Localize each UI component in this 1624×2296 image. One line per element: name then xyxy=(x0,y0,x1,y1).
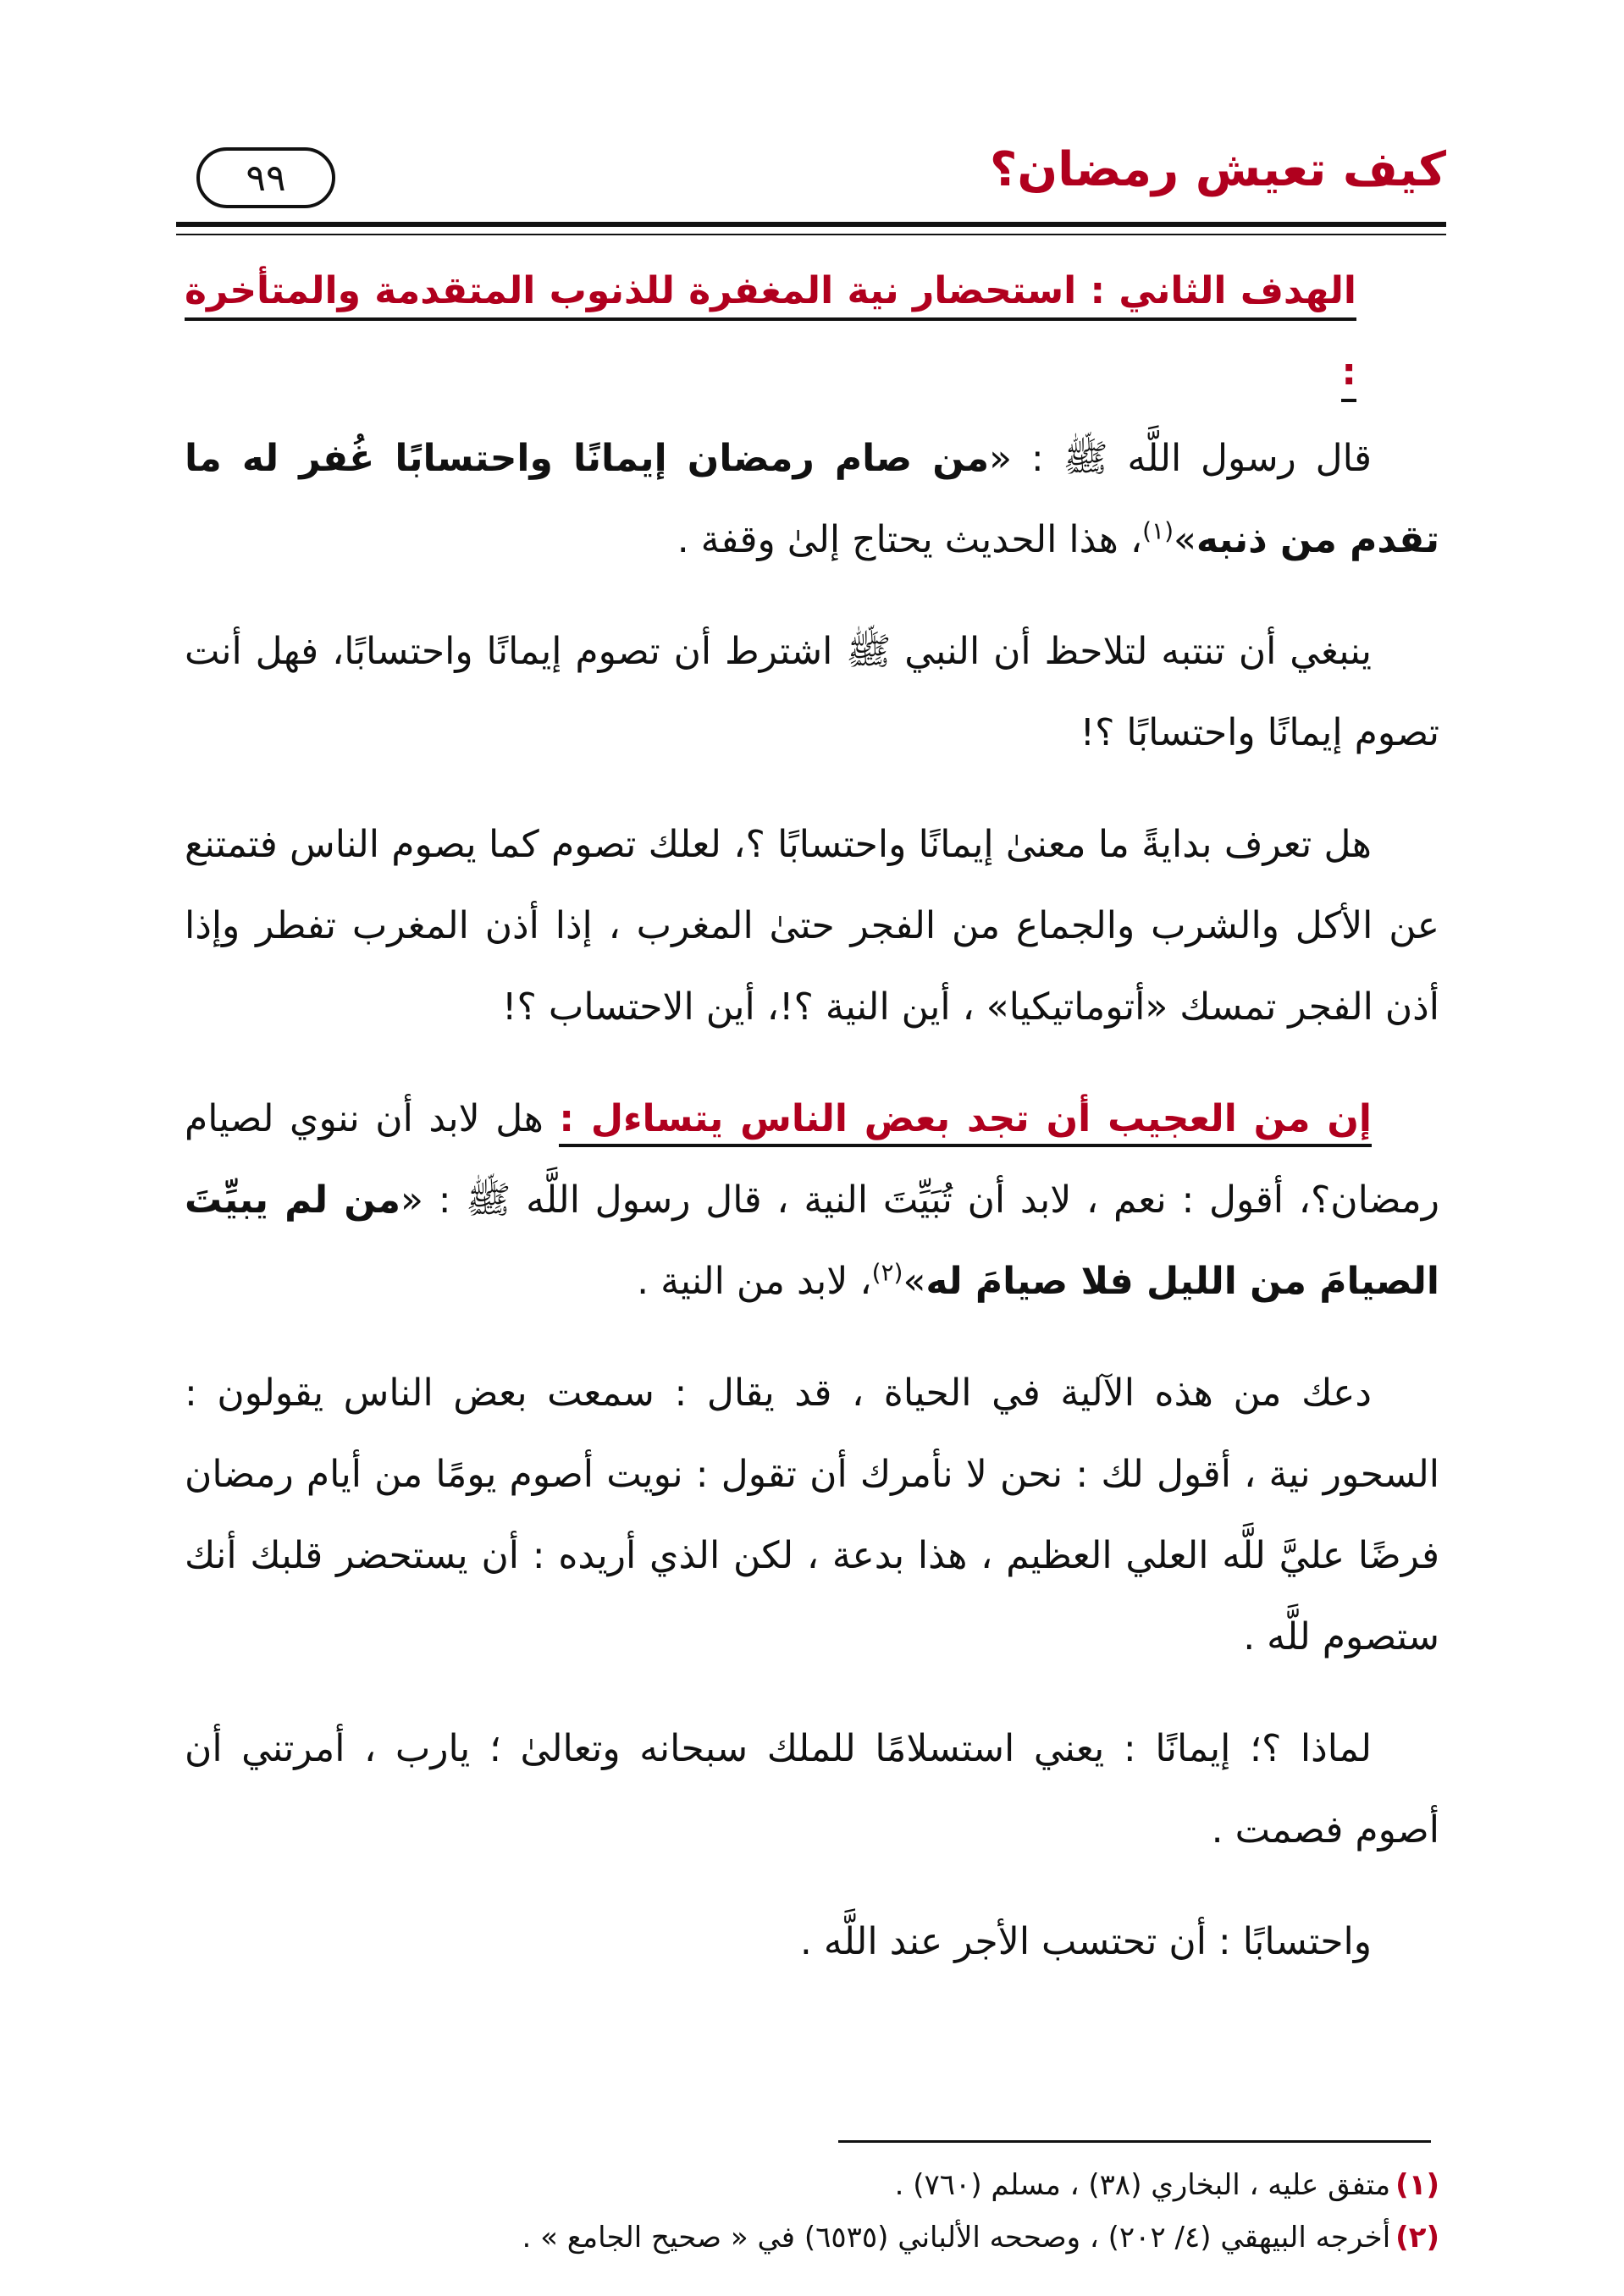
p1-intro: قال رسول اللَّه ﷺ : « xyxy=(989,437,1373,480)
book-title: كيف تعيش رمضان؟ xyxy=(989,142,1446,197)
section-heading xyxy=(185,251,1439,413)
footnote-1-number: (١) xyxy=(1395,2168,1439,2202)
paragraph-7: واحتسابًا : أن تحتسب الأجر عند اللَّه . xyxy=(799,1920,1372,1963)
paragraph-6: لماذا ؟؛ إيمانًا : يعني استسلامًا للملك سبحانه وتعالىٰ ؛ يارب ، أمرتني أن أصوم فصمت . xyxy=(185,1727,1439,1852)
p4-close: » xyxy=(903,1260,926,1303)
p1-rest: ، هذا الحديث يحتاج إلىٰ وقفة . xyxy=(677,518,1143,561)
footnote-ref-1[interactable]: (١) xyxy=(1142,516,1174,545)
page-body xyxy=(185,247,1439,2013)
footnote-2-number: (٢) xyxy=(1395,2221,1439,2255)
footnote-2-text: أخرجه البيهقي (٤/ ٢٠٢) ، وصححه الألباني (٦٥٣٥) في « صحيح الجامع » . xyxy=(522,2221,1391,2255)
p4-highlight: إن من العجيب أن تجد بعض الناس يتساءل : xyxy=(559,1097,1372,1147)
section-heading-text: الهدف الثاني : استحضار نية المغفرة للذنوب المتقدمة والمتأخرة : xyxy=(185,269,1356,402)
footnote-1 xyxy=(185,2159,1439,2211)
footnote-separator xyxy=(838,2140,1431,2143)
paragraph-2: ينبغي أن تنتبه لتلاحظ أن النبي ﷺ اشترط أن تصوم إيمانًا واحتسابًا، فهل أنت تصوم إيمانًا واحتسابًا ؟! xyxy=(185,630,1439,754)
p1-close: » xyxy=(1174,518,1196,561)
p4-rest: ، لابد من النية . xyxy=(637,1260,872,1303)
page-number-badge xyxy=(196,147,335,208)
p4-text: هل لابد أن ننوي لصيام رمضان؟، أقول : نعم ، لابد أن تُبَيِّتَ النية ، قال رسول اللَّه ﷺ : « xyxy=(185,1097,1439,1222)
header-rule-thin xyxy=(176,234,1446,235)
paragraph-3: هل تعرف بدايةً ما معنىٰ إيمانًا واحتسابًا ؟، لعلك تصوم كما يصوم الناس فتمتنع عن الأكل والشرب والجماع من الفجر حتىٰ المغرب ، إذا أذن المغرب تفطر وإذا أذن الفجر تمسك «أتوماتيكيا» ، أين النية ؟!، أين الاحتساب ؟! xyxy=(185,823,1439,1029)
p1-hadith: من صام رمضان إيمانًا واحتسابًا غُفر له ما تقدم من ذنبه xyxy=(185,437,1439,561)
footnote-ref-2[interactable]: (٢) xyxy=(871,1258,903,1287)
footnote-1-text: متفق عليه ، البخاري (٣٨) ، مسلم (٧٦٠) . xyxy=(894,2168,1391,2202)
footnotes xyxy=(185,2159,1439,2264)
paragraph-4 xyxy=(185,1079,1439,1322)
page-number: ٩٩ xyxy=(246,156,286,200)
footnote-2 xyxy=(185,2211,1439,2264)
p4-hadith: من لم يبيِّتَ الصيامَ من الليل فلا صيامَ له xyxy=(185,1178,1439,1303)
header-rule-thick xyxy=(176,222,1446,227)
paragraph-1 xyxy=(185,418,1439,581)
paragraph-5: دعك من هذه الآلية في الحياة ، قد يقال : سمعت بعض الناس يقولون : السحور نية ، أقول لك : نحن لا نأمرك أن تقول : نويت أصوم يومًا من أيام رمضان فرضًا عليَّ للَّه العلي العظيم ، هذا بدعة ، لكن الذي أريده : أن يستحضر قلبك أنك ستصوم للَّه . xyxy=(185,1372,1439,1659)
